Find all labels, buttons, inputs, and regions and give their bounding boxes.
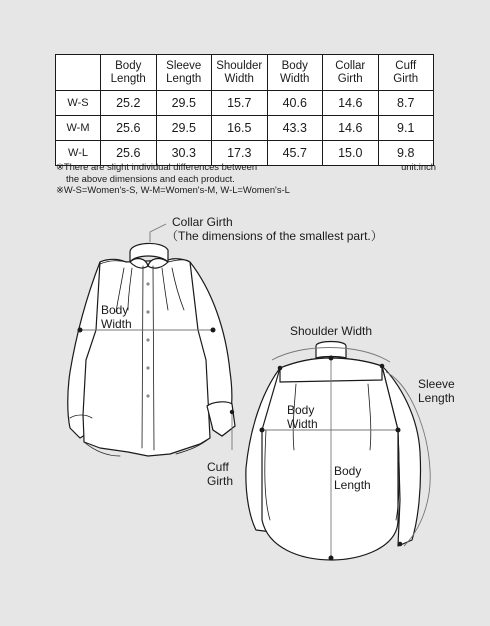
table-row bbox=[56, 91, 434, 116]
table-cell: 43.3 bbox=[267, 116, 323, 141]
table-cell: 40.6 bbox=[267, 91, 323, 116]
table-cell: 25.6 bbox=[101, 141, 157, 166]
notes bbox=[56, 161, 436, 196]
table-cell: 30.3 bbox=[156, 141, 212, 166]
header-shoulder-width: Shoulder Width bbox=[212, 55, 268, 91]
header-collar-girth: Collar Girth bbox=[323, 55, 379, 91]
table-cell: 29.5 bbox=[156, 91, 212, 116]
front-shirt-illustration bbox=[68, 243, 235, 456]
note-variance: ※There are slight individual differences between bbox=[56, 161, 258, 172]
size-label: W-M bbox=[56, 116, 101, 141]
corner-cell bbox=[56, 55, 101, 91]
back-body-width-label-2: Width bbox=[287, 417, 318, 431]
table-cell: 9.1 bbox=[378, 116, 434, 141]
table-row bbox=[56, 116, 434, 141]
size-label: W-L bbox=[56, 141, 101, 166]
table-cell: 17.3 bbox=[212, 141, 268, 166]
sleeve-length-label-1: Sleeve bbox=[418, 377, 455, 391]
table-cell: 9.8 bbox=[378, 141, 434, 166]
size-label: W-S bbox=[56, 91, 101, 116]
header-cuff-girth: Cuff Girth bbox=[378, 55, 434, 91]
front-body-width-label-2: Width bbox=[101, 317, 132, 331]
sleeve-length-label-2: Length bbox=[418, 391, 455, 405]
table-cell: 15.7 bbox=[212, 91, 268, 116]
body-length-label-2: Length bbox=[334, 478, 371, 492]
note-size-legend: ※W-S=Women's-S, W-M=Women's-M, W-L=Women's-L bbox=[56, 184, 290, 196]
note-variance-cont: the above dimensions and each product. bbox=[66, 172, 235, 184]
table-cell: 25.6 bbox=[101, 116, 157, 141]
table-cell: 14.6 bbox=[323, 91, 379, 116]
unit-label: unit:inch bbox=[401, 161, 436, 172]
table-header-row bbox=[56, 55, 434, 91]
shoulder-width-label: Shoulder Width bbox=[290, 324, 373, 338]
table-cell: 25.2 bbox=[101, 91, 157, 116]
body-length-label-1: Body bbox=[334, 464, 362, 478]
back-body-width-label-1: Body bbox=[287, 403, 315, 417]
header-sleeve-length: Sleeve Length bbox=[156, 55, 212, 91]
front-body-width-label-1: Body bbox=[101, 303, 129, 317]
collar-girth-label: Collar Girth bbox=[172, 215, 233, 229]
table-cell: 8.7 bbox=[378, 91, 434, 116]
size-table bbox=[55, 54, 434, 166]
table-cell: 45.7 bbox=[267, 141, 323, 166]
measurement-diagram bbox=[0, 200, 490, 610]
header-body-length: Body Length bbox=[101, 55, 157, 91]
table-cell: 14.6 bbox=[323, 116, 379, 141]
table-cell: 15.0 bbox=[323, 141, 379, 166]
collar-girth-note: （The dimensions of the smallest part.） bbox=[166, 229, 383, 243]
table-cell: 16.5 bbox=[212, 116, 268, 141]
header-body-width: Body Width bbox=[267, 55, 323, 91]
back-shirt-illustration bbox=[246, 342, 421, 561]
table-cell: 29.5 bbox=[156, 116, 212, 141]
cuff-girth-label-2: Girth bbox=[207, 474, 234, 488]
cuff-girth-label-1: Cuff bbox=[207, 460, 229, 474]
